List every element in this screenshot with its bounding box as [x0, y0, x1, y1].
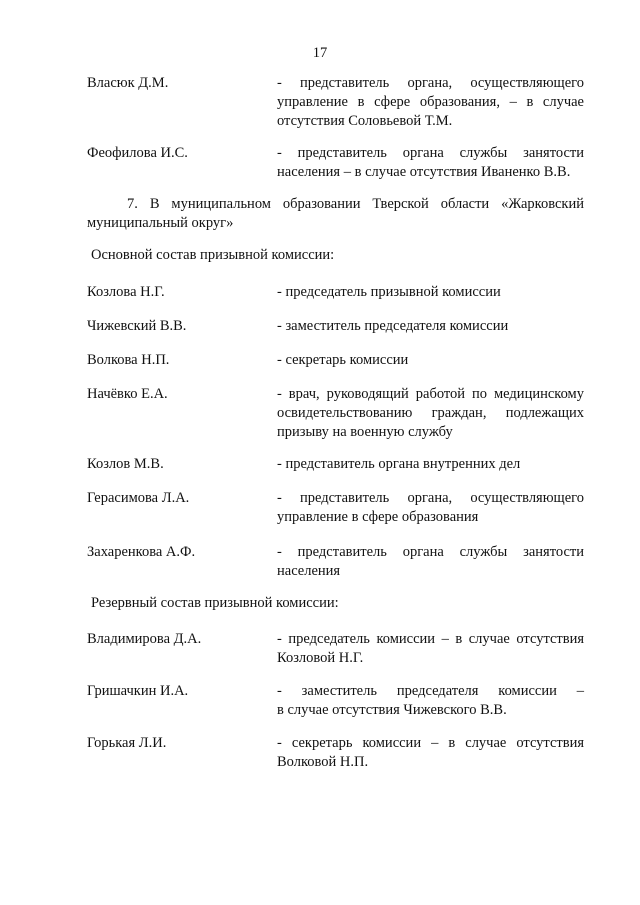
member-role	[277, 317, 584, 336]
role-line: отсутствия Соловьевой Т.М.	[277, 113, 453, 129]
role-line: управление в сфере образования, – в случае	[277, 94, 584, 110]
role-line: - секретарь комиссии	[277, 352, 409, 368]
role-line: - представитель органа, осуществляющего	[277, 75, 584, 91]
paragraph-line: муниципальный округ»	[87, 215, 234, 231]
role-line: в случае отсутствия Чижевского В.В.	[277, 702, 507, 718]
member-name: Начёвко Е.А.	[87, 386, 168, 402]
member-role	[277, 455, 584, 474]
role-line: - представитель органа, осуществляющего	[277, 490, 584, 506]
member-name: Горькая Л.И.	[87, 735, 167, 751]
member-name: Владимирова Д.А.	[87, 631, 202, 647]
member-name: Власюк Д.М.	[87, 75, 169, 91]
member-role	[277, 543, 584, 581]
role-line: - председатель комиссии – в случае отсутствия	[277, 631, 584, 647]
role-line: - представитель органа службы занятости	[277, 544, 584, 560]
member-role	[277, 489, 584, 527]
paragraph-line: 7. В муниципальном образовании Тверской области «Жарковский	[127, 196, 584, 212]
reserve-composition-heading: Резервный состав призывной комиссии:	[91, 595, 339, 611]
page-number: 17	[312, 45, 328, 61]
role-line: населения – в случае отсутствия Иваненко В.В.	[277, 164, 571, 180]
role-line: - заместитель председателя комиссии	[277, 318, 509, 334]
member-role	[277, 630, 584, 668]
member-role	[277, 682, 584, 720]
role-line: управление в сфере образования	[277, 509, 479, 525]
role-line: - представитель органа внутренних дел	[277, 456, 521, 472]
member-name: Захаренкова А.Ф.	[87, 544, 196, 560]
member-name: Гришачкин И.А.	[87, 683, 189, 699]
municipality-paragraph	[87, 195, 584, 233]
member-role	[277, 734, 584, 772]
main-composition-heading: Основной состав призывной комиссии:	[91, 247, 335, 263]
member-role	[277, 283, 584, 302]
role-line: Волковой Н.П.	[277, 754, 369, 770]
role-line: призыву на военную службу	[277, 424, 453, 440]
member-name: Герасимова Л.А.	[87, 490, 190, 506]
member-role	[277, 74, 584, 131]
member-name: Козлов М.В.	[87, 456, 164, 472]
member-name: Козлова Н.Г.	[87, 284, 165, 300]
member-name: Волкова Н.П.	[87, 352, 170, 368]
role-line: - представитель органа службы занятости	[277, 145, 584, 161]
role-line: Козловой Н.Г.	[277, 650, 364, 666]
role-line: - врач, руководящий работой по медицинскому	[277, 386, 584, 402]
member-role	[277, 144, 584, 182]
member-role	[277, 351, 584, 370]
role-line: - заместитель председателя комиссии –	[277, 683, 584, 699]
member-name: Феофилова И.С.	[87, 145, 188, 161]
role-line: населения	[277, 563, 341, 579]
member-role	[277, 385, 584, 442]
member-name: Чижевский В.В.	[87, 318, 187, 334]
role-line: - председатель призывной комиссии	[277, 284, 501, 300]
role-line: - секретарь комиссии – в случае отсутствия	[277, 735, 584, 751]
role-line: освидетельствованию граждан, подлежащих	[277, 405, 584, 421]
